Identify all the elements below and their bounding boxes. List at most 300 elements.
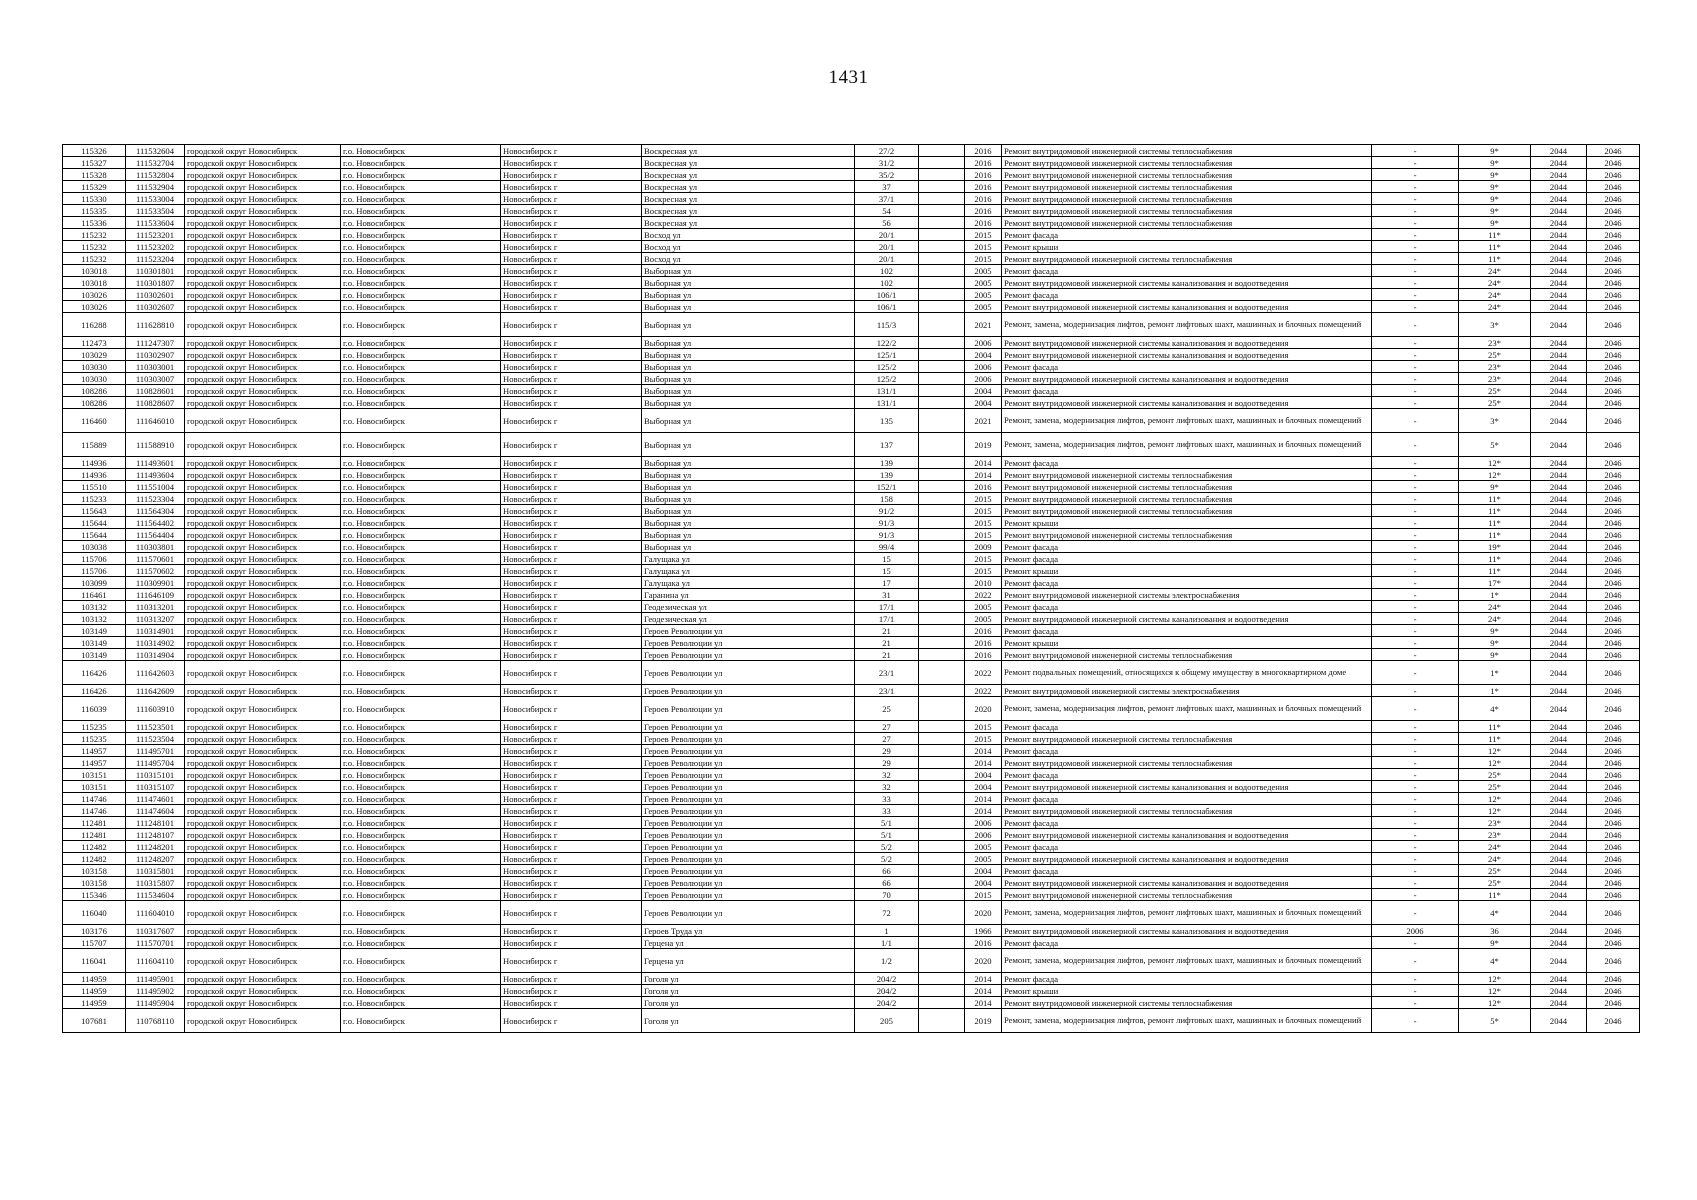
city-cell: Новосибирск г <box>501 349 642 361</box>
start-year-cell: 2044 <box>1531 193 1587 205</box>
table-row <box>63 985 1640 997</box>
end-year-cell: 2046 <box>1587 205 1640 217</box>
table-row <box>63 229 1640 241</box>
work-code-cell: 110302601 <box>126 289 185 301</box>
end-year-cell: 2046 <box>1587 145 1640 157</box>
work-code-cell: 111570701 <box>126 937 185 949</box>
table-row <box>63 313 1640 337</box>
work-code-cell: 111570602 <box>126 565 185 577</box>
house-number-cell: 27 <box>855 733 919 745</box>
work-code-cell: 111474604 <box>126 805 185 817</box>
start-year-cell: 2044 <box>1531 841 1587 853</box>
date-cell: - <box>1372 409 1459 433</box>
empty-cell <box>919 973 965 985</box>
work-code-cell: 111564402 <box>126 517 185 529</box>
year-cell: 2015 <box>965 517 1002 529</box>
city-cell: Новосибирск г <box>501 409 642 433</box>
date-cell: - <box>1372 181 1459 193</box>
count-cell: 1* <box>1459 589 1531 601</box>
start-year-cell: 2044 <box>1531 889 1587 901</box>
street-cell: Гоголя ул <box>642 985 855 997</box>
end-year-cell: 2046 <box>1587 541 1640 553</box>
empty-cell <box>919 301 965 313</box>
empty-cell <box>919 217 965 229</box>
house-number-cell: 33 <box>855 793 919 805</box>
house-number-cell: 21 <box>855 649 919 661</box>
work-type-cell: Ремонт внутридомовой инженерной системы теплоснабжения <box>1002 481 1372 493</box>
district-cell: г.о. Новосибирск <box>341 853 501 865</box>
empty-cell <box>919 541 965 553</box>
street-cell: Гоголя ул <box>642 1009 855 1033</box>
start-year-cell: 2044 <box>1531 1009 1587 1033</box>
municipality-cell: городской округ Новосибирск <box>185 745 341 757</box>
date-cell: - <box>1372 349 1459 361</box>
building-id-cell: 115706 <box>63 553 126 565</box>
year-cell: 2009 <box>965 541 1002 553</box>
city-cell: Новосибирск г <box>501 817 642 829</box>
table-row <box>63 241 1640 253</box>
work-type-cell: Ремонт фасада <box>1002 361 1372 373</box>
table-row <box>63 649 1640 661</box>
year-cell: 2015 <box>965 505 1002 517</box>
district-cell: г.о. Новосибирск <box>341 505 501 517</box>
count-cell: 9* <box>1459 181 1531 193</box>
table-row <box>63 253 1640 265</box>
count-cell: 12* <box>1459 997 1531 1009</box>
house-number-cell: 106/1 <box>855 289 919 301</box>
house-number-cell: 5/1 <box>855 829 919 841</box>
house-number-cell: 72 <box>855 901 919 925</box>
date-cell: - <box>1372 661 1459 685</box>
street-cell: Героев Революции ул <box>642 625 855 637</box>
building-id-cell: 114746 <box>63 793 126 805</box>
municipality-cell: городской округ Новосибирск <box>185 385 341 397</box>
repair-schedule-table <box>62 144 1640 1033</box>
municipality-cell: городской округ Новосибирск <box>185 841 341 853</box>
building-id-cell: 116288 <box>63 313 126 337</box>
year-cell: 2022 <box>965 661 1002 685</box>
table-row <box>63 925 1640 937</box>
district-cell: г.о. Новосибирск <box>341 433 501 457</box>
empty-cell <box>919 169 965 181</box>
start-year-cell: 2044 <box>1531 385 1587 397</box>
house-number-cell: 20/1 <box>855 253 919 265</box>
work-type-cell: Ремонт внутридомовой инженерной системы теплоснабжения <box>1002 157 1372 169</box>
empty-cell <box>919 265 965 277</box>
end-year-cell: 2046 <box>1587 265 1640 277</box>
empty-cell <box>919 841 965 853</box>
work-type-cell: Ремонт фасада <box>1002 289 1372 301</box>
count-cell: 23* <box>1459 817 1531 829</box>
count-cell: 17* <box>1459 577 1531 589</box>
city-cell: Новосибирск г <box>501 613 642 625</box>
municipality-cell: городской округ Новосибирск <box>185 733 341 745</box>
street-cell: Героев Революции ул <box>642 661 855 685</box>
house-number-cell: 15 <box>855 565 919 577</box>
year-cell: 2015 <box>965 553 1002 565</box>
start-year-cell: 2044 <box>1531 433 1587 457</box>
count-cell: 12* <box>1459 793 1531 805</box>
municipality-cell: городской округ Новосибирск <box>185 217 341 229</box>
count-cell: 12* <box>1459 805 1531 817</box>
empty-cell <box>919 625 965 637</box>
district-cell: г.о. Новосибирск <box>341 757 501 769</box>
work-type-cell: Ремонт внутридомовой инженерной системы канализования и водоотведения <box>1002 337 1372 349</box>
work-code-cell: 111564304 <box>126 505 185 517</box>
table-row <box>63 469 1640 481</box>
building-id-cell: 115644 <box>63 517 126 529</box>
work-type-cell: Ремонт внутридомовой инженерной системы канализования и водоотведения <box>1002 277 1372 289</box>
count-cell: 9* <box>1459 937 1531 949</box>
building-id-cell: 114959 <box>63 985 126 997</box>
count-cell: 24* <box>1459 289 1531 301</box>
house-number-cell: 205 <box>855 1009 919 1033</box>
empty-cell <box>919 925 965 937</box>
municipality-cell: городской округ Новосибирск <box>185 853 341 865</box>
work-type-cell: Ремонт, замена, модернизация лифтов, ремонт лифтовых шахт, машинных и блочных помещений <box>1002 433 1372 457</box>
count-cell: 9* <box>1459 193 1531 205</box>
district-cell: г.о. Новосибирск <box>341 361 501 373</box>
start-year-cell: 2044 <box>1531 865 1587 877</box>
city-cell: Новосибирск г <box>501 925 642 937</box>
house-number-cell: 15 <box>855 553 919 565</box>
city-cell: Новосибирск г <box>501 553 642 565</box>
house-number-cell: 31 <box>855 589 919 601</box>
street-cell: Галущака ул <box>642 553 855 565</box>
empty-cell <box>919 397 965 409</box>
district-cell: г.о. Новосибирск <box>341 685 501 697</box>
street-cell: Героев Революции ул <box>642 781 855 793</box>
year-cell: 2016 <box>965 937 1002 949</box>
count-cell: 11* <box>1459 493 1531 505</box>
empty-cell <box>919 937 965 949</box>
work-type-cell: Ремонт внутридомовой инженерной системы теплоснабжения <box>1002 253 1372 265</box>
building-id-cell: 112481 <box>63 817 126 829</box>
year-cell: 2016 <box>965 205 1002 217</box>
city-cell: Новосибирск г <box>501 373 642 385</box>
house-number-cell: 29 <box>855 745 919 757</box>
house-number-cell: 21 <box>855 625 919 637</box>
house-number-cell: 102 <box>855 277 919 289</box>
district-cell: г.о. Новосибирск <box>341 529 501 541</box>
house-number-cell: 152/1 <box>855 481 919 493</box>
municipality-cell: городской округ Новосибирск <box>185 781 341 793</box>
end-year-cell: 2046 <box>1587 697 1640 721</box>
district-cell: г.о. Новосибирск <box>341 601 501 613</box>
district-cell: г.о. Новосибирск <box>341 877 501 889</box>
street-cell: Галущака ул <box>642 565 855 577</box>
municipality-cell: городской округ Новосибирск <box>185 265 341 277</box>
district-cell: г.о. Новосибирск <box>341 697 501 721</box>
year-cell: 2004 <box>965 349 1002 361</box>
year-cell: 2015 <box>965 721 1002 733</box>
house-number-cell: 137 <box>855 433 919 457</box>
district-cell: г.о. Новосибирск <box>341 949 501 973</box>
empty-cell <box>919 589 965 601</box>
empty-cell <box>919 517 965 529</box>
municipality-cell: городской округ Новосибирск <box>185 901 341 925</box>
count-cell: 25* <box>1459 385 1531 397</box>
count-cell: 25* <box>1459 781 1531 793</box>
district-cell: г.о. Новосибирск <box>341 289 501 301</box>
start-year-cell: 2044 <box>1531 901 1587 925</box>
date-cell: - <box>1372 553 1459 565</box>
district-cell: г.о. Новосибирск <box>341 517 501 529</box>
start-year-cell: 2044 <box>1531 625 1587 637</box>
table-row <box>63 805 1640 817</box>
table-row <box>63 217 1640 229</box>
district-cell: г.о. Новосибирск <box>341 217 501 229</box>
date-cell: 2006 <box>1372 925 1459 937</box>
end-year-cell: 2046 <box>1587 637 1640 649</box>
city-cell: Новосибирск г <box>501 829 642 841</box>
work-type-cell: Ремонт, замена, модернизация лифтов, ремонт лифтовых шахт, машинных и блочных помещений <box>1002 409 1372 433</box>
house-number-cell: 1/1 <box>855 937 919 949</box>
street-cell: Выборная ул <box>642 541 855 553</box>
date-cell: - <box>1372 157 1459 169</box>
year-cell: 2016 <box>965 217 1002 229</box>
start-year-cell: 2044 <box>1531 973 1587 985</box>
city-cell: Новосибирск г <box>501 289 642 301</box>
municipality-cell: городской округ Новосибирск <box>185 505 341 517</box>
end-year-cell: 2046 <box>1587 409 1640 433</box>
empty-cell <box>919 601 965 613</box>
date-cell: - <box>1372 397 1459 409</box>
work-type-cell: Ремонт внутридомовой инженерной системы теплоснабжения <box>1002 145 1372 157</box>
count-cell: 25* <box>1459 769 1531 781</box>
house-number-cell: 106/1 <box>855 301 919 313</box>
building-id-cell: 103018 <box>63 265 126 277</box>
start-year-cell: 2044 <box>1531 649 1587 661</box>
street-cell: Выборная ул <box>642 313 855 337</box>
count-cell: 11* <box>1459 505 1531 517</box>
work-code-cell: 111532804 <box>126 169 185 181</box>
work-code-cell: 110302907 <box>126 349 185 361</box>
work-type-cell: Ремонт фасада <box>1002 265 1372 277</box>
house-number-cell: 32 <box>855 769 919 781</box>
city-cell: Новосибирск г <box>501 145 642 157</box>
start-year-cell: 2044 <box>1531 517 1587 529</box>
municipality-cell: городской округ Новосибирск <box>185 805 341 817</box>
date-cell: - <box>1372 721 1459 733</box>
city-cell: Новосибирск г <box>501 793 642 805</box>
year-cell: 2019 <box>965 433 1002 457</box>
date-cell: - <box>1372 205 1459 217</box>
work-code-cell: 110314901 <box>126 625 185 637</box>
building-id-cell: 116041 <box>63 949 126 973</box>
start-year-cell: 2044 <box>1531 289 1587 301</box>
city-cell: Новосибирск г <box>501 841 642 853</box>
district-cell: г.о. Новосибирск <box>341 385 501 397</box>
year-cell: 2021 <box>965 409 1002 433</box>
work-type-cell: Ремонт фасада <box>1002 577 1372 589</box>
table-row <box>63 889 1640 901</box>
work-type-cell: Ремонт фасада <box>1002 937 1372 949</box>
district-cell: г.о. Новосибирск <box>341 1009 501 1033</box>
year-cell: 2016 <box>965 649 1002 661</box>
end-year-cell: 2046 <box>1587 721 1640 733</box>
year-cell: 2021 <box>965 313 1002 337</box>
work-type-cell: Ремонт внутридомовой инженерной системы канализования и водоотведения <box>1002 373 1372 385</box>
end-year-cell: 2046 <box>1587 217 1640 229</box>
start-year-cell: 2044 <box>1531 349 1587 361</box>
start-year-cell: 2044 <box>1531 613 1587 625</box>
start-year-cell: 2044 <box>1531 457 1587 469</box>
count-cell: 9* <box>1459 637 1531 649</box>
table-row <box>63 505 1640 517</box>
start-year-cell: 2044 <box>1531 733 1587 745</box>
street-cell: Воскресная ул <box>642 181 855 193</box>
table-row <box>63 265 1640 277</box>
count-cell: 11* <box>1459 565 1531 577</box>
end-year-cell: 2046 <box>1587 565 1640 577</box>
work-code-cell: 111495901 <box>126 973 185 985</box>
table-row <box>63 433 1640 457</box>
district-cell: г.о. Новосибирск <box>341 589 501 601</box>
house-number-cell: 32 <box>855 781 919 793</box>
building-id-cell: 103149 <box>63 649 126 661</box>
municipality-cell: городской округ Новосибирск <box>185 613 341 625</box>
work-code-cell: 111604110 <box>126 949 185 973</box>
street-cell: Выборная ул <box>642 481 855 493</box>
building-id-cell: 115330 <box>63 193 126 205</box>
street-cell: Воскресная ул <box>642 157 855 169</box>
start-year-cell: 2044 <box>1531 685 1587 697</box>
table-row <box>63 781 1640 793</box>
table-row <box>63 529 1640 541</box>
date-cell: - <box>1372 193 1459 205</box>
building-id-cell: 112481 <box>63 829 126 841</box>
start-year-cell: 2044 <box>1531 601 1587 613</box>
empty-cell <box>919 877 965 889</box>
empty-cell <box>919 769 965 781</box>
house-number-cell: 70 <box>855 889 919 901</box>
work-code-cell: 110317607 <box>126 925 185 937</box>
city-cell: Новосибирск г <box>501 241 642 253</box>
street-cell: Восход ул <box>642 229 855 241</box>
district-cell: г.о. Новосибирск <box>341 565 501 577</box>
table-row <box>63 877 1640 889</box>
table-row <box>63 625 1640 637</box>
city-cell: Новосибирск г <box>501 541 642 553</box>
district-cell: г.о. Новосибирск <box>341 337 501 349</box>
year-cell: 2014 <box>965 469 1002 481</box>
municipality-cell: городской округ Новосибирск <box>185 481 341 493</box>
empty-cell <box>919 241 965 253</box>
date-cell: - <box>1372 541 1459 553</box>
count-cell: 4* <box>1459 949 1531 973</box>
empty-cell <box>919 697 965 721</box>
work-type-cell: Ремонт фасада <box>1002 385 1372 397</box>
empty-cell <box>919 409 965 433</box>
end-year-cell: 2046 <box>1587 625 1640 637</box>
district-cell: г.о. Новосибирск <box>341 817 501 829</box>
count-cell: 5* <box>1459 1009 1531 1033</box>
house-number-cell: 29 <box>855 757 919 769</box>
building-id-cell: 115329 <box>63 181 126 193</box>
work-type-cell: Ремонт внутридомовой инженерной системы теплоснабжения <box>1002 205 1372 217</box>
empty-cell <box>919 505 965 517</box>
table-row <box>63 349 1640 361</box>
city-cell: Новосибирск г <box>501 361 642 373</box>
municipality-cell: городской округ Новосибирск <box>185 289 341 301</box>
year-cell: 2016 <box>965 145 1002 157</box>
date-cell: - <box>1372 865 1459 877</box>
street-cell: Галущака ул <box>642 577 855 589</box>
table-row <box>63 949 1640 973</box>
work-code-cell: 110303001 <box>126 361 185 373</box>
empty-cell <box>919 289 965 301</box>
year-cell: 2006 <box>965 817 1002 829</box>
empty-cell <box>919 649 965 661</box>
table-row <box>63 901 1640 925</box>
work-code-cell: 110301801 <box>126 265 185 277</box>
count-cell: 25* <box>1459 877 1531 889</box>
street-cell: Гоголя ул <box>642 997 855 1009</box>
street-cell: Героев Революции ул <box>642 637 855 649</box>
count-cell: 11* <box>1459 229 1531 241</box>
end-year-cell: 2046 <box>1587 889 1640 901</box>
city-cell: Новосибирск г <box>501 745 642 757</box>
work-code-cell: 111642603 <box>126 661 185 685</box>
year-cell: 2004 <box>965 769 1002 781</box>
table-row <box>63 373 1640 385</box>
start-year-cell: 2044 <box>1531 169 1587 181</box>
table-row <box>63 685 1640 697</box>
building-id-cell: 114957 <box>63 757 126 769</box>
building-id-cell: 112482 <box>63 853 126 865</box>
street-cell: Выборная ул <box>642 289 855 301</box>
empty-cell <box>919 577 965 589</box>
building-id-cell: 103026 <box>63 301 126 313</box>
date-cell: - <box>1372 457 1459 469</box>
street-cell: Гоголя ул <box>642 973 855 985</box>
count-cell: 11* <box>1459 517 1531 529</box>
building-id-cell: 103099 <box>63 577 126 589</box>
count-cell: 11* <box>1459 529 1531 541</box>
table-row <box>63 613 1640 625</box>
empty-cell <box>919 865 965 877</box>
municipality-cell: городской округ Новосибирск <box>185 253 341 265</box>
year-cell: 2005 <box>965 289 1002 301</box>
street-cell: Выборная ул <box>642 409 855 433</box>
building-id-cell: 103176 <box>63 925 126 937</box>
table-row <box>63 169 1640 181</box>
street-cell: Выборная ул <box>642 397 855 409</box>
count-cell: 23* <box>1459 337 1531 349</box>
year-cell: 2005 <box>965 853 1002 865</box>
city-cell: Новосибирск г <box>501 481 642 493</box>
table-row <box>63 721 1640 733</box>
work-type-cell: Ремонт фасада <box>1002 745 1372 757</box>
street-cell: Воскресная ул <box>642 217 855 229</box>
district-cell: г.о. Новосибирск <box>341 625 501 637</box>
municipality-cell: городской округ Новосибирск <box>185 685 341 697</box>
work-code-cell: 111248207 <box>126 853 185 865</box>
building-id-cell: 103149 <box>63 637 126 649</box>
work-type-cell: Ремонт фасада <box>1002 817 1372 829</box>
house-number-cell: 21 <box>855 637 919 649</box>
house-number-cell: 99/4 <box>855 541 919 553</box>
house-number-cell: 91/3 <box>855 529 919 541</box>
year-cell: 2014 <box>965 757 1002 769</box>
house-number-cell: 1 <box>855 925 919 937</box>
work-type-cell: Ремонт внутридомовой инженерной системы теплоснабжения <box>1002 505 1372 517</box>
municipality-cell: городской округ Новосибирск <box>185 517 341 529</box>
street-cell: Героев Революции ул <box>642 721 855 733</box>
date-cell: - <box>1372 649 1459 661</box>
year-cell: 2014 <box>965 805 1002 817</box>
